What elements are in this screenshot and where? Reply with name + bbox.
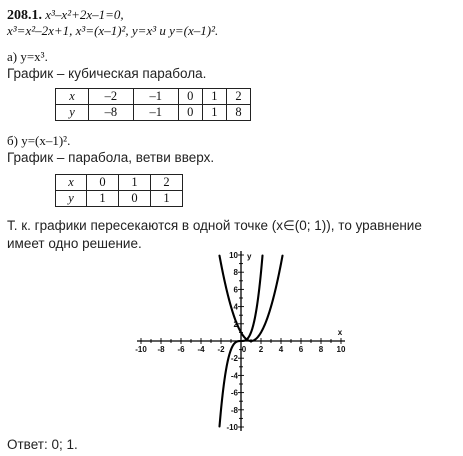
problem-header [7,8,124,23]
y-tick-label: 10 [229,251,238,260]
y-tick-label: -2 [230,354,238,364]
table-cell: –8 [89,105,134,121]
y-axis-label: y [247,252,252,261]
x-axis-label: x [337,328,343,337]
x-tick-label: 2 [258,345,264,354]
table-row [56,191,183,207]
x-tick-label: 8 [318,345,324,354]
problem-equation: x³–x²+2x–1=0, [45,7,124,22]
table-cell: –1 [133,105,178,121]
part-a-label: а) y=x³. [7,49,48,64]
table-row [56,175,183,191]
table-cell: –1 [133,89,178,105]
table-cell: 1 [151,191,183,207]
table-cell: 1 [119,175,151,191]
table-cell: 0 [119,191,151,207]
y-tick-label: -4 [230,371,238,381]
conclusion-line-1: Т. к. графики пересекаются в одной точке (x∈(0; 1)), то уравнение [7,218,422,233]
equation-transform: x³=x²–2x+1, x³=(x–1)², y=x³ и y=(x–1)². [7,23,219,38]
y-tick-label: -10 [226,423,238,432]
x-tick-label: -2 [217,345,225,354]
table-cell: –2 [89,89,134,105]
table-row [56,89,251,105]
x-tick-label: -4 [197,345,205,354]
table-cell: 2 [226,89,250,105]
x-tick-label: 4 [278,345,284,354]
series-line-2 [220,256,283,341]
table-cell: 1 [202,105,226,121]
table-header-x: x [56,175,87,191]
value-table-a [55,88,251,121]
table-cell: 1 [202,89,226,105]
table-header-x: x [56,89,89,105]
table-header-y: y [56,191,87,207]
x-tick-label: -10 [135,345,147,354]
table-cell: 2 [151,175,183,191]
y-tick-label: -6 [230,388,238,398]
part-b-description: График – парабола, ветви вверх. [7,150,215,165]
part-b-label: б) y=(x–1)². [7,133,71,148]
table-row [56,105,251,121]
problem-number: 208.1. [7,8,42,23]
table-cell: 0 [87,175,119,191]
value-table-b [55,174,183,207]
y-tick-label: 8 [233,268,238,278]
answer: Ответ: 0; 1. [7,437,78,452]
table-cell: 0 [178,105,202,121]
x-tick-label: -6 [177,345,185,354]
table-cell: 0 [178,89,202,105]
y-tick-label: 6 [233,285,238,295]
table-header-y: y [56,105,89,121]
table-cell: 1 [87,191,119,207]
function-graph [135,251,350,432]
conclusion-line-2: имеет одно решение. [7,236,142,251]
table-cell: 8 [226,105,250,121]
x-tick-label: 10 [336,345,346,354]
x-tick-label: 0 [241,345,247,354]
x-tick-label: -8 [157,345,165,354]
part-a-description: График – кубическая парабола. [7,66,207,81]
y-tick-label: 4 [233,302,238,312]
y-tick-label: 2 [233,319,238,329]
x-tick-label: 6 [298,345,304,354]
y-tick-label: -8 [230,405,238,415]
